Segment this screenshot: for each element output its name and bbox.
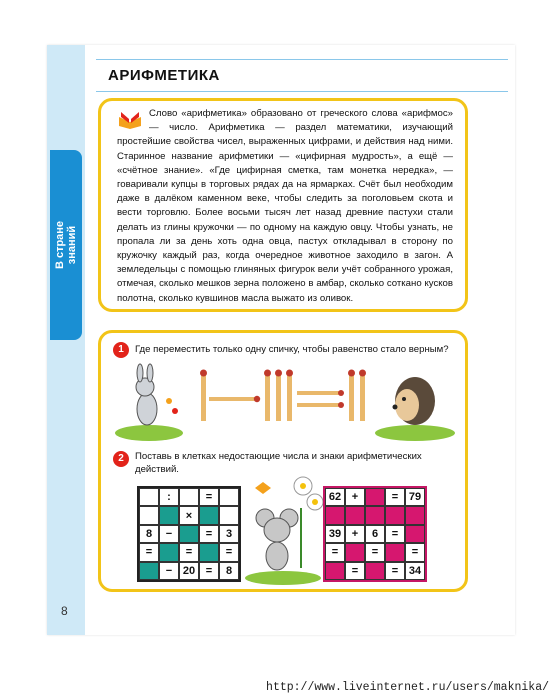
grid-cell: =: [345, 562, 365, 580]
grid-cell: =: [385, 488, 405, 506]
grid-cell: +: [345, 525, 365, 543]
task1-text: Где переместить только одну спичку, чтобы равенство стало верным?: [135, 344, 449, 355]
grid-cell: [385, 543, 405, 561]
matchstick-puzzle: [109, 361, 465, 443]
grid-cell: :: [159, 488, 179, 506]
grid-cell: =: [199, 562, 219, 580]
grid-cell: =: [139, 543, 159, 561]
footer-bar: [0, 678, 557, 699]
grid-cell: [345, 543, 365, 561]
grid-cell: [199, 506, 219, 524]
side-strip: [47, 45, 85, 635]
grid-cell: −: [159, 525, 179, 543]
rabbit-illustration: [115, 364, 183, 441]
grid-cell: [159, 506, 179, 524]
tasks-box: [98, 330, 468, 592]
grid-cell: =: [385, 525, 405, 543]
title-rule-bottom: [96, 91, 508, 92]
grid-cell: =: [325, 543, 345, 561]
section-tab-line1: В стране: [54, 220, 66, 270]
task2-text: Поставь в клетках недостающие числа и знаки арифметических действий.: [135, 451, 422, 475]
grid-cell: [385, 506, 405, 524]
mouse-illustration: [241, 468, 325, 586]
intro-box: [98, 98, 468, 312]
grid-cell: [365, 506, 385, 524]
grid-cell: [219, 488, 239, 506]
grid-cell: =: [199, 488, 219, 506]
grid-cell: [159, 543, 179, 561]
grid-cell: −: [159, 562, 179, 580]
grid-cell: 79: [405, 488, 425, 506]
grid-cell: [345, 506, 365, 524]
grid-cell: [365, 488, 385, 506]
grid-cell: [179, 525, 199, 543]
title-rule-top: [96, 59, 508, 60]
intro-text: Слово «арифметика» образовано от греческого слова «арифмос» — число. Арифметика — раздел математики, изучающий простейшие свойства чисел, выраженных цифрами, и действия над ними. Старинное название арифметики — «цифирная мудрость», а ещё — «счётное знание». «Где цифирная сметка, там монетка нередка», — говаривали купцы в торговых рядах да на ярмарках. Счёт был необходим даже в далёком каменном веке, чтобы следить за поголовьем скота и вести торговлю. Более восьми тысяч лет назад древние пастухи стали делать из глины кружочки — по одному на каждую овцу. Чтобы узнать, не пропала ли за день хоть одна овца, пастух откладывал в сторону по кружочку каждый раз, когда очередное животное заходило в загон. А земледельцы с помощью глиняных фигурок вели учёт собранного урожая, отмечая, сколько мешков зерна положено в амбар, сколько соткано кусков полотна, сколько кувшинов масла выжато из оливок.: [117, 108, 453, 304]
page-title: АРИФМЕТИКА: [108, 67, 220, 84]
grid-cell: 8: [139, 525, 159, 543]
grid-cell: 62: [325, 488, 345, 506]
number-grid-2: [323, 486, 427, 582]
footer-url[interactable]: http://www.liveinternet.ru/users/maknika/: [266, 681, 549, 694]
book-icon: [117, 109, 143, 129]
grid-cell: [405, 506, 425, 524]
grid-cell: [405, 525, 425, 543]
grid-cell: 34: [405, 562, 425, 580]
grid-cell: =: [199, 525, 219, 543]
grid-cell: =: [219, 543, 239, 561]
hedgehog-illustration: [375, 377, 455, 441]
section-tab-line2: знаний: [66, 225, 78, 265]
grid-cell: +: [345, 488, 365, 506]
grid-cell: [139, 506, 159, 524]
grid-cell: 39: [325, 525, 345, 543]
task2-badge: 2: [113, 451, 129, 467]
page-number: 8: [61, 604, 68, 618]
grid-cell: =: [405, 543, 425, 561]
section-tab: [50, 150, 82, 340]
grid-cell: =: [179, 543, 199, 561]
grid-cell: =: [385, 562, 405, 580]
grid-cell: [365, 562, 385, 580]
grid-cell: 20: [179, 562, 199, 580]
matchsticks: [200, 370, 366, 422]
grid-cell: [179, 488, 199, 506]
grid-cell: 6: [365, 525, 385, 543]
grid-cell: [139, 562, 159, 580]
grid-cell: 8: [219, 562, 239, 580]
grid-cell: [199, 543, 219, 561]
grid-cell: [139, 488, 159, 506]
grid-cell: [325, 506, 345, 524]
grid-cell: ×: [179, 506, 199, 524]
grid-cell: [325, 562, 345, 580]
grid-cell: 3: [219, 525, 239, 543]
grid-cell: [219, 506, 239, 524]
number-grid-1: [137, 486, 241, 582]
task1-badge: 1: [113, 342, 129, 358]
grid-cell: =: [365, 543, 385, 561]
